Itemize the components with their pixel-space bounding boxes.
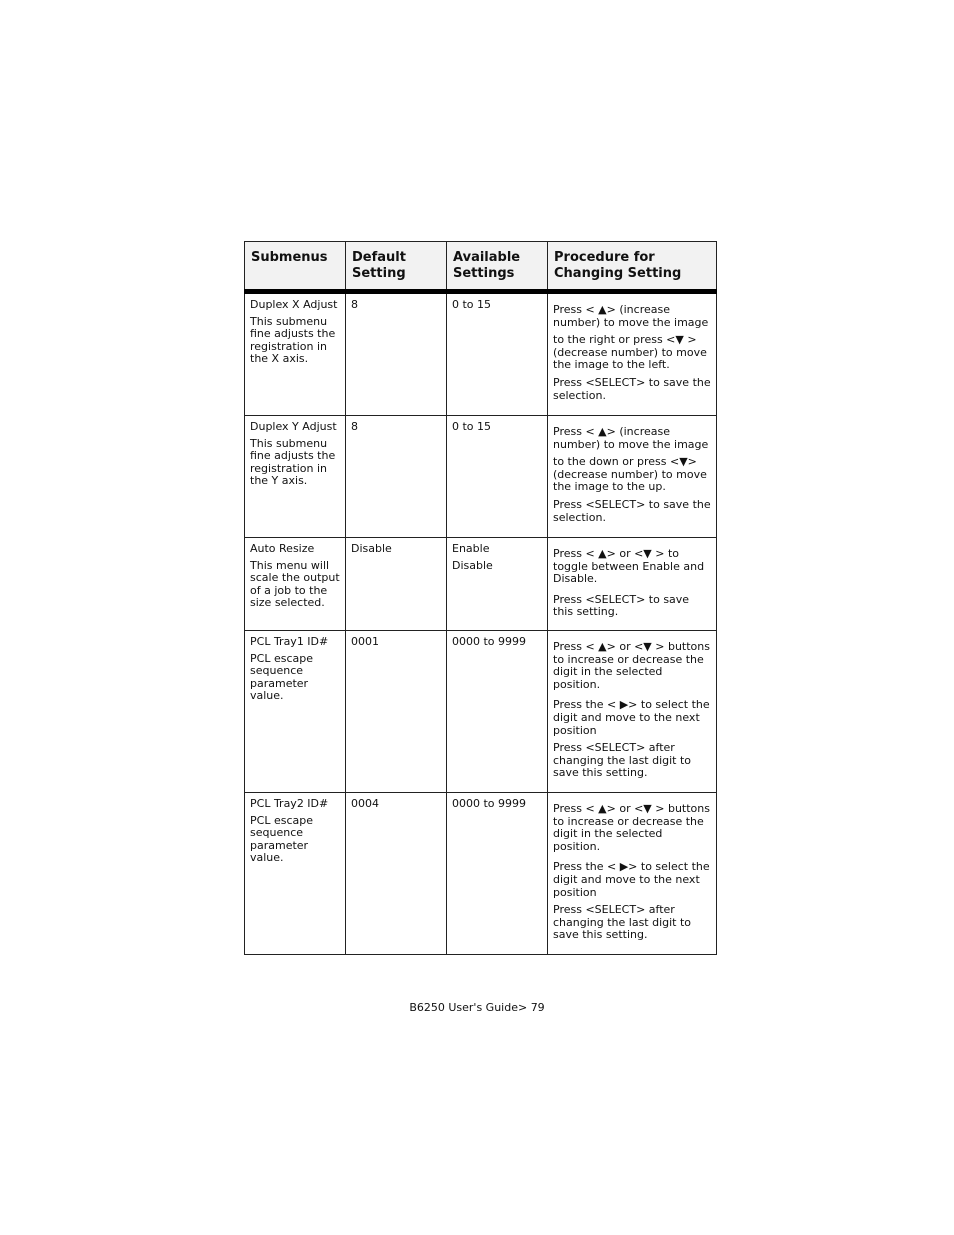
header-submenus: Submenus: [245, 242, 346, 292]
available-settings-cell: [447, 416, 548, 538]
header-default-setting: Default Setting: [346, 242, 447, 292]
settings-table: [244, 241, 717, 955]
procedure-step: to the right or press <▼ > (decrease number) to move the image to the left.: [553, 333, 707, 372]
default-setting-cell: 0004: [346, 793, 447, 955]
procedure-step: Press < ▲> (increase number) to move the image: [553, 425, 709, 451]
table-row: [245, 416, 717, 538]
submenu-name: Duplex Y Adjust: [250, 420, 337, 433]
default-setting-cell: 8: [346, 416, 447, 538]
submenu-name: PCL Tray2 ID#: [250, 797, 329, 810]
default-setting-cell: 8: [346, 292, 447, 416]
default-setting-cell: 0001: [346, 631, 447, 793]
default-setting-cell: Disable: [346, 538, 447, 631]
procedure-step: Press the < ▶> to select the digit and move to the next position: [553, 860, 710, 899]
available-value: Disable: [452, 558, 493, 572]
submenu-description: PCL escape sequence parameter value.: [250, 813, 313, 865]
submenu-cell: [245, 631, 346, 793]
available-value: 0000 to 9999: [452, 797, 527, 810]
submenu-cell: [245, 292, 346, 416]
procedure-cell: [548, 416, 717, 538]
submenu-cell: [245, 793, 346, 955]
procedure-step: Press < ▲> or <▼ > buttons to increase or decrease the digit in the selected position.: [553, 640, 710, 691]
settings-table-container: [244, 241, 716, 955]
submenu-description: This submenu fine adjusts the registration in the Y axis.: [250, 436, 336, 488]
procedure-step: Press the < ▶> to select the digit and move to the next position: [553, 698, 710, 737]
submenu-description: This menu will scale the output of a job to the size selected.: [250, 558, 340, 610]
available-value: Enable: [452, 542, 490, 555]
submenu-description: This submenu fine adjusts the registration in the X axis.: [250, 314, 336, 366]
available-settings-cell: [447, 793, 548, 955]
procedure-cell: [548, 631, 717, 793]
available-settings-cell: [447, 538, 548, 631]
procedure-step: Press < ▲> or <▼ > to toggle between Enable and Disable.: [553, 547, 705, 586]
submenu-cell: [245, 538, 346, 631]
submenu-name: Auto Resize: [250, 542, 315, 555]
table-row: [245, 292, 717, 416]
submenu-cell: [245, 416, 346, 538]
submenu-name: Duplex X Adjust: [250, 298, 338, 311]
procedure-cell: [548, 292, 717, 416]
procedure-cell: [548, 793, 717, 955]
procedure-step: to the down or press <▼> (decrease number) to move the image to the up.: [553, 455, 707, 494]
procedure-step: Press < ▲> or <▼ > buttons to increase or decrease the digit in the selected position.: [553, 802, 710, 853]
available-value: 0 to 15: [452, 420, 492, 433]
header-available-settings: Available Settings: [447, 242, 548, 292]
available-value: 0 to 15: [452, 298, 492, 311]
header-procedure: Procedure for Changing Setting: [548, 242, 717, 292]
available-settings-cell: [447, 631, 548, 793]
procedure-step: Press <SELECT> after changing the last digit to save this setting.: [553, 741, 692, 780]
procedure-step: Press <SELECT> to save the selection.: [553, 497, 711, 524]
procedure-step: Press <SELECT> after changing the last digit to save this setting.: [553, 903, 692, 942]
table-row: [245, 538, 717, 631]
page-footer: B6250 User's Guide> 79: [409, 1001, 545, 1014]
table-header-row: [245, 242, 717, 292]
procedure-step: Press <SELECT> to save this setting.: [553, 592, 690, 619]
available-value: 0000 to 9999: [452, 635, 527, 648]
table-row: [245, 631, 717, 793]
submenu-description: PCL escape sequence parameter value.: [250, 651, 313, 703]
procedure-cell: [548, 538, 717, 631]
procedure-step: Press <SELECT> to save the selection.: [553, 375, 711, 402]
table-row: [245, 793, 717, 955]
available-settings-cell: [447, 292, 548, 416]
submenu-name: PCL Tray1 ID#: [250, 635, 329, 648]
procedure-step: Press < ▲> (increase number) to move the image: [553, 303, 709, 329]
